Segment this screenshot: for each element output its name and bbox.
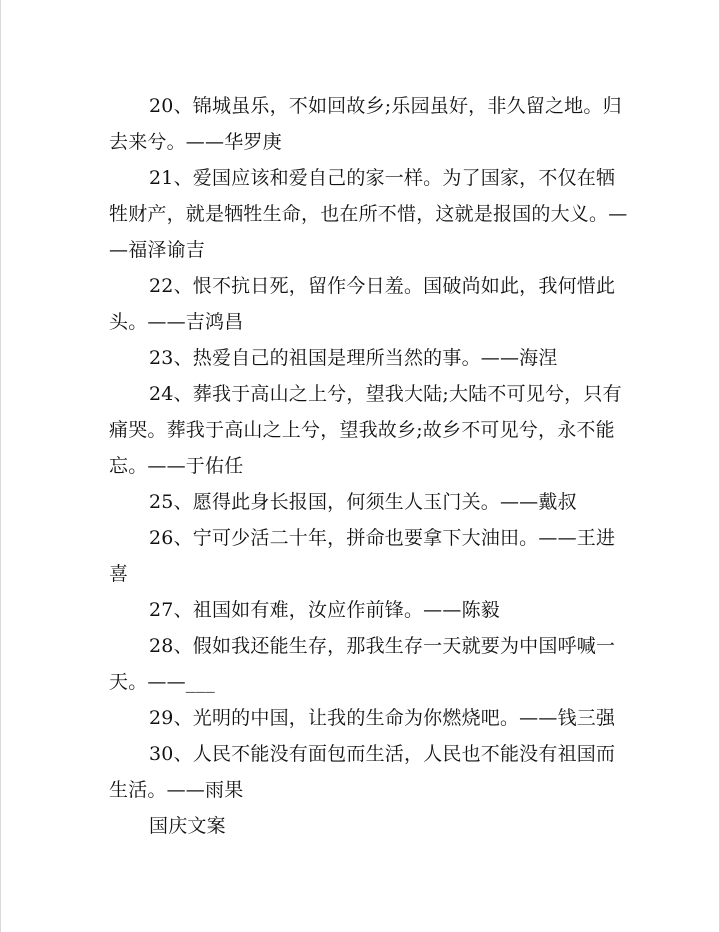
- quote-29-line-1: 29、光明的中国，让我的生命为你燃烧吧。——钱三强: [149, 707, 616, 729]
- quote-21-line-2: 牲财产，就是牺牲生命，也在所不惜，这就是报国的大义。—: [109, 203, 628, 225]
- quote-26-line-2: 喜: [109, 563, 129, 585]
- document-body: [109, 88, 628, 844]
- quote-20-line-2: 去来兮。——华罗庚: [109, 131, 282, 153]
- quote-23-line-1: 23、热爱自己的祖国是理所当然的事。——海涅: [149, 347, 558, 369]
- quote-28-line-2: 天。——___: [109, 671, 215, 693]
- quote-20-line-1: 20、锦城虽乐，不如回故乡;乐园虽好，非久留之地。归: [149, 95, 622, 117]
- quote-24-line-3: 忘。——于佑任: [109, 455, 244, 477]
- quote-26-line-1: 26、宁可少活二十年，拼命也要拿下大油田。——王进: [149, 527, 616, 549]
- quote-24-line-2: 痛哭。葬我于高山之上兮，望我故乡;故乡不可见兮，永不能: [109, 419, 615, 441]
- quote-28-line-1: 28、假如我还能生存，那我生存一天就要为中国呼喊一: [149, 635, 616, 657]
- quote-24-line-1: 24、葬我于高山之上兮，望我大陆;大陆不可见兮，只有: [149, 383, 622, 405]
- quote-21-line-3: —福泽谕吉: [109, 239, 206, 261]
- quote-27-line-1: 27、祖国如有难，汝应作前锋。——陈毅: [149, 599, 500, 621]
- quote-30-line-2: 生活。——雨果: [109, 779, 244, 801]
- section-heading: 国庆文案: [149, 815, 226, 837]
- quote-22-line-2: 头。——吉鸿昌: [109, 311, 244, 333]
- quote-25-line-1: 25、愿得此身长报国，何须生人玉门关。——戴叔: [149, 491, 577, 513]
- quote-21-line-1: 21、爱国应该和爱自己的家一样。为了国家，不仅在牺: [149, 167, 616, 189]
- quote-22-line-1: 22、恨不抗日死，留作今日羞。国破尚如此，我何惜此: [149, 275, 616, 297]
- quote-30-line-1: 30、人民不能没有面包而生活，人民也不能没有祖国而: [149, 743, 616, 765]
